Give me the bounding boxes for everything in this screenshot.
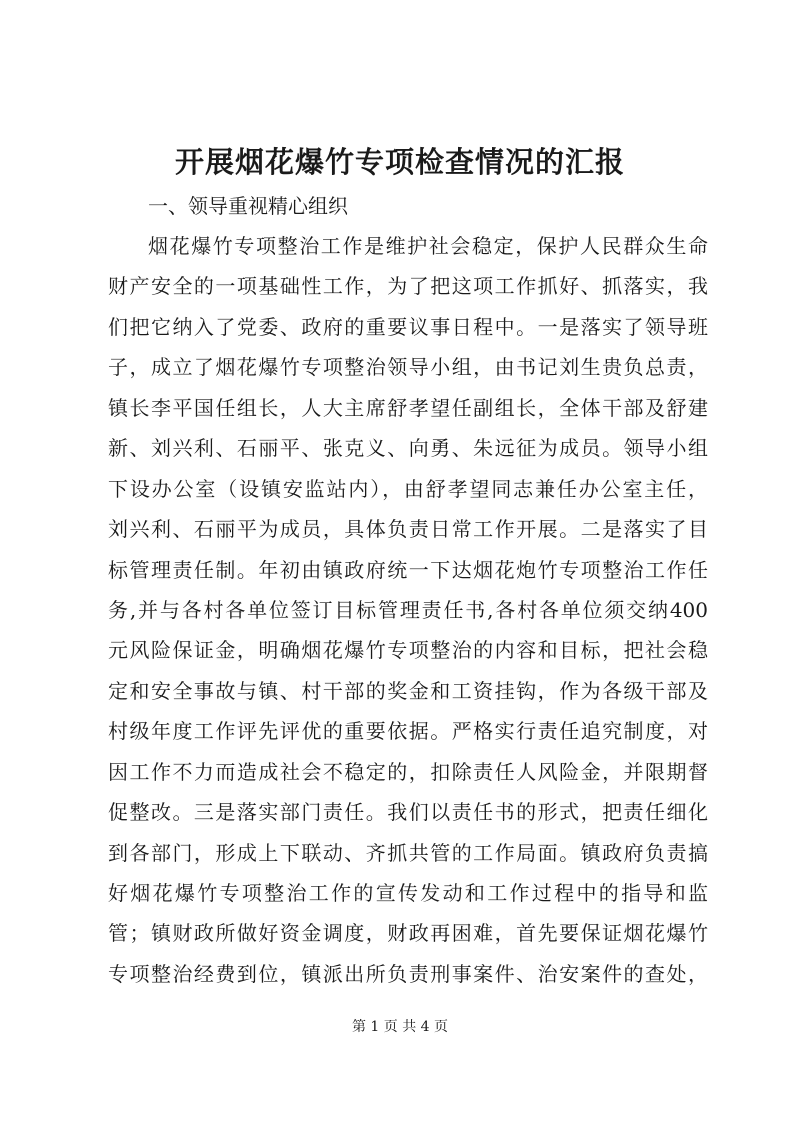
page-number-footer: 第 1 页 共 4 页 bbox=[351, 1019, 449, 1035]
paragraph-line: 财产安全的一项基础性工作，为了把这项工作抓好、抓落实，我 bbox=[108, 274, 708, 299]
paragraph-line: 因工作不力而造成社会不稳定的，扣除责任人风险金，并限期督 bbox=[108, 759, 708, 784]
paragraph-line: 好烟花爆竹专项整治工作的宣传发动和工作过程中的指导和监 bbox=[108, 881, 708, 905]
paragraph-line: 村级年度工作评先评优的重要依据。严格实行责任追究制度，对 bbox=[108, 719, 708, 744]
paragraph-line: 们把它纳入了党委、政府的重要议事日程中。一是落实了领导班 bbox=[108, 314, 708, 339]
paragraph-line: 子，成立了烟花爆竹专项整治领导小组，由书记刘生贵负总责， bbox=[108, 355, 708, 380]
paragraph-line: 务,并与各村各单位签订目标管理责任书,各村各单位须交纳400 bbox=[108, 597, 708, 622]
paragraph-line: 管；镇财政所做好资金调度，财政再困难，首先要保证烟花爆竹 bbox=[108, 921, 708, 946]
paragraph-line: 烟花爆竹专项整治工作是维护社会稳定，保护人民群众生命 bbox=[148, 234, 708, 258]
paragraph-line: 专项整治经费到位，镇派出所负责刑事案件、治安案件的查处， bbox=[108, 961, 708, 986]
paragraph-line: 刘兴利、石丽平为成员，具体负责日常工作开展。二是落实了目 bbox=[108, 517, 708, 542]
paragraph-line: 下设办公室（设镇安监站内），由舒孝望同志兼任办公室主任， bbox=[108, 476, 708, 501]
paragraph-line: 标管理责任制。年初由镇政府统一下达烟花炮竹专项整治工作任 bbox=[108, 557, 708, 582]
paragraph-line: 新、刘兴利、石丽平、张克义、向勇、朱远征为成员。领导小组 bbox=[108, 436, 708, 461]
paragraph-line: 镇长李平国任组长，人大主席舒孝望任副组长，全体干部及舒建 bbox=[108, 395, 708, 420]
document-title: 开展烟花爆竹专项检查情况的汇报 bbox=[174, 145, 625, 179]
body-paragraph bbox=[108, 226, 708, 994]
section-heading: 一、领导重视精心组织 bbox=[148, 194, 348, 218]
paragraph-line: 定和安全事故与镇、村干部的奖金和工资挂钩，作为各级干部及 bbox=[108, 678, 708, 703]
paragraph-line: 元风险保证金，明确烟花爆竹专项整治的内容和目标，把社会稳 bbox=[108, 638, 708, 663]
paragraph-line: 促整改。三是落实部门责任。我们以责任书的形式，把责任细化 bbox=[108, 800, 708, 825]
paragraph-line: 到各部门，形成上下联动、齐抓共管的工作局面。镇政府负责搞 bbox=[108, 840, 708, 865]
